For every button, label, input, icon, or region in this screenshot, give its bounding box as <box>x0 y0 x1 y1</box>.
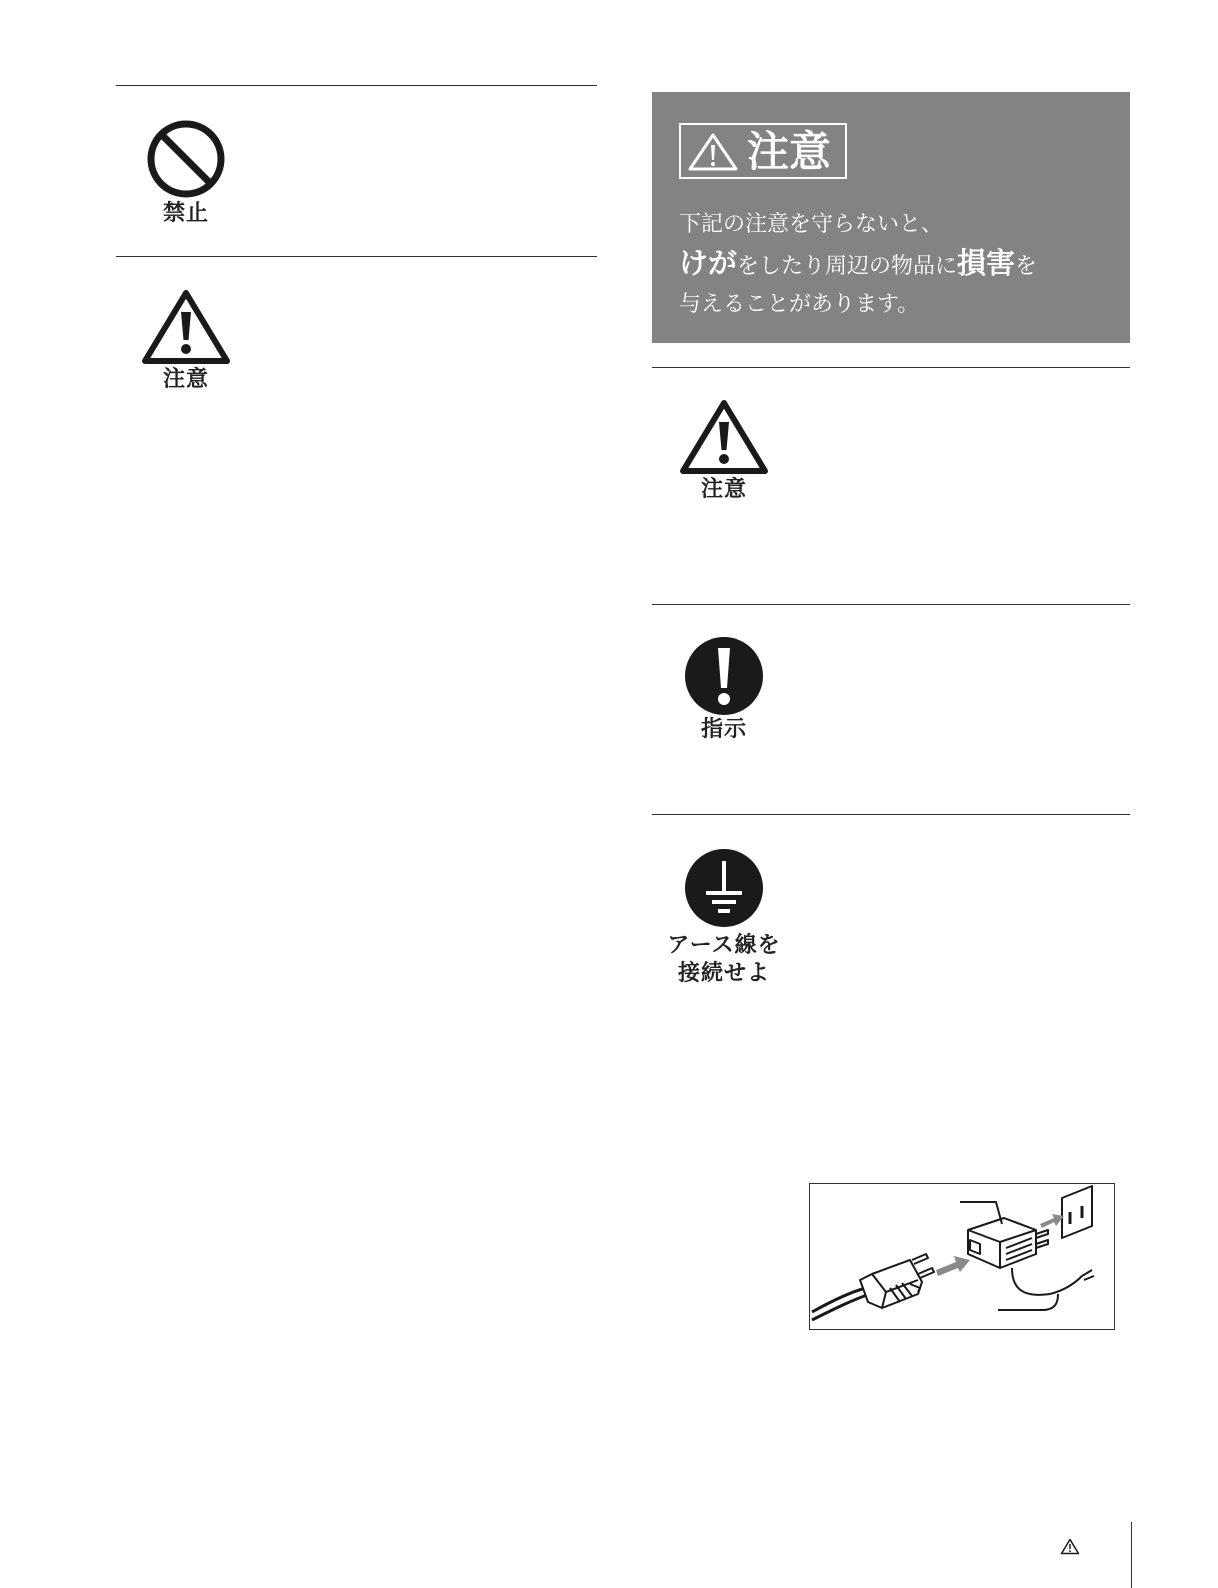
caution-banner <box>652 92 1130 343</box>
banner-line-2-end: を <box>1015 254 1038 279</box>
banner-title-box <box>679 123 847 179</box>
caution-triangle-icon <box>678 398 770 476</box>
prohibition-symbol <box>140 118 232 228</box>
prohibition-icon <box>145 118 227 200</box>
banner-line-2-mid: をしたり周辺の物品に <box>737 254 958 279</box>
mandatory-action-icon <box>684 636 764 716</box>
ground-label-line-1: アース線を <box>667 933 781 958</box>
mandatory-symbol <box>680 636 768 744</box>
mandatory-label: 指示 <box>700 717 747 742</box>
banner-line-1: 下記の注意を守らないと、 <box>679 212 944 237</box>
caution-symbol <box>676 398 772 504</box>
banner-line-3: 与えることがあります。 <box>679 292 920 317</box>
ground-symbol <box>662 848 786 988</box>
divider <box>652 367 1130 368</box>
ground-label-line-2: 接続せよ <box>677 961 770 986</box>
banner-text <box>679 206 1037 324</box>
page-edge-bar <box>1131 1522 1132 1588</box>
plug-adapter-drawing <box>810 1184 1114 1329</box>
divider <box>116 256 597 257</box>
caution-label: 注意 <box>700 477 747 502</box>
banner-line-2 <box>679 244 1037 286</box>
ground-connection-icon <box>684 848 764 928</box>
prohibition-label: 禁止 <box>162 201 209 226</box>
warning-triangle-outline-icon <box>687 133 739 171</box>
plug-adapter-illustration <box>809 1183 1115 1330</box>
divider <box>116 85 597 86</box>
banner-title: 注意 <box>747 127 832 176</box>
banner-emphasis-injury: けが <box>679 246 738 280</box>
banner-emphasis-damage: 損害 <box>957 246 1016 280</box>
small-warning-triangle-icon <box>1060 1538 1080 1555</box>
divider <box>652 814 1130 815</box>
caution-symbol <box>138 288 234 394</box>
divider <box>652 604 1130 605</box>
caution-label: 注意 <box>162 367 209 392</box>
caution-triangle-icon <box>140 288 232 366</box>
